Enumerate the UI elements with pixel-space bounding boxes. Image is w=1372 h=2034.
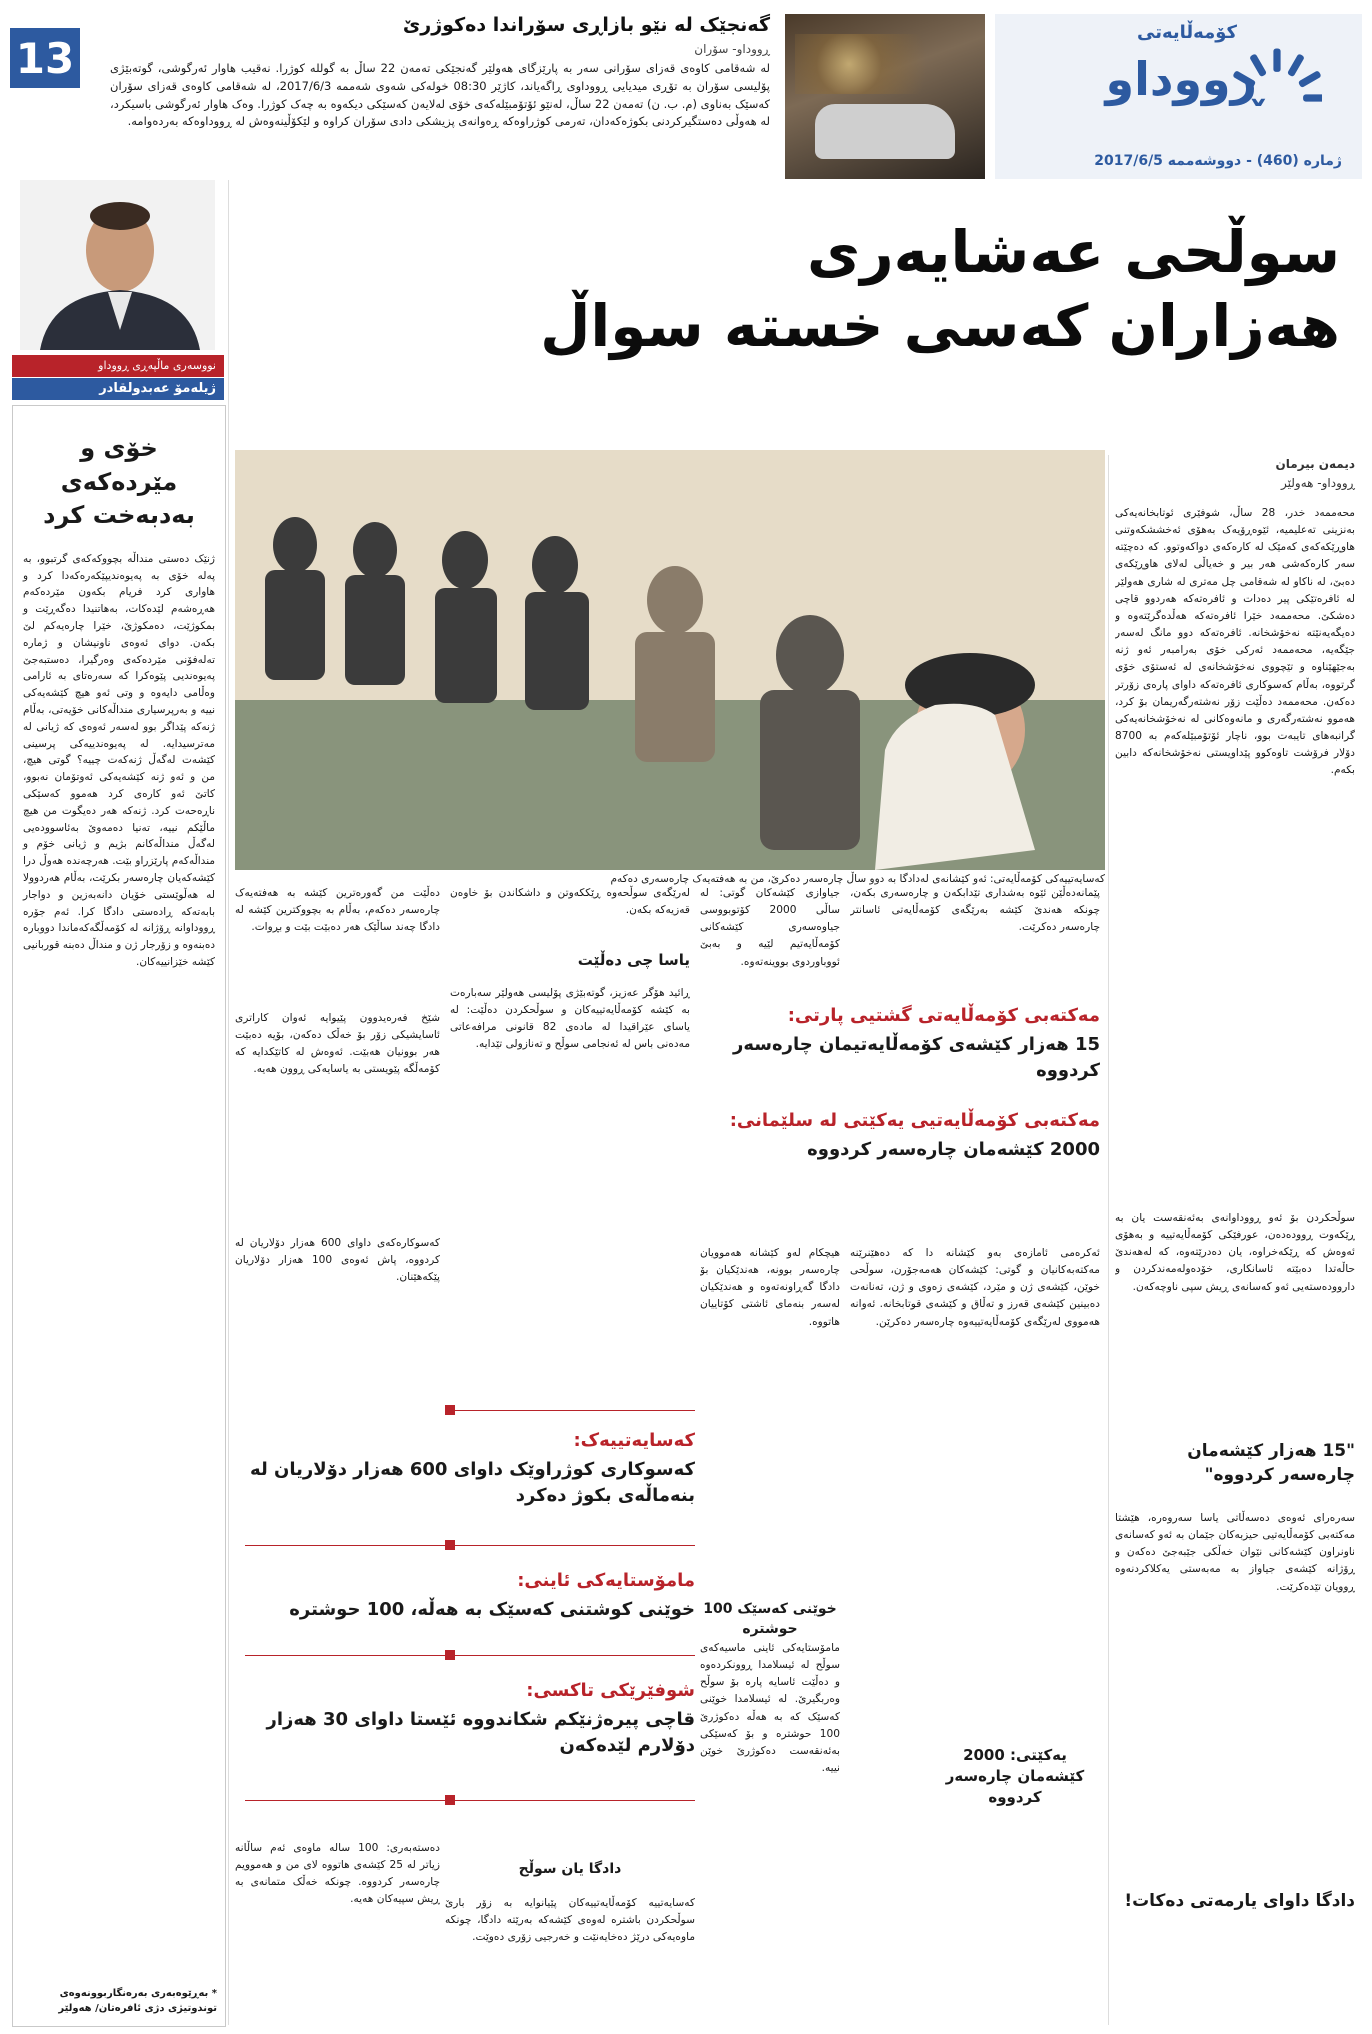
- article-column-5: دەڵێت من گەورەترین کێشە بە هەفتەیەک چارەسەر دەکەم، بەڵام بە بچووکترین کێشە لە دادگا چەند ساڵێک هەر دەبێت بێت و بڕوات.: [235, 887, 440, 934]
- article-column-6: مامۆستایەکی ئاینی ماسیەکەی سوڵح لە ئیسلامدا ڕوونکردەوە و دەڵێت ئاسایە پارە بۆ سوڵح وەربگیرێ. لە ئیسلامدا خوێنی کەسێک کە بە هەڵە دەکوژرێ 100 حوشترە و بۆ کەسێکی بەئەنقەست دەکوژرێ خوێن نییە.: [700, 1642, 840, 1775]
- issue-date: ژمارە (460) - دووشەممە 2017/6/5: [1094, 153, 1342, 169]
- article-column-5c: کەسوکارەکەی داوای 600 هەزار دۆلاریان لە کردووە، پاش ئەوەی 100 هەزار دۆلاریان پێکەهێنان.: [235, 1237, 440, 1284]
- car-shape: [815, 104, 955, 159]
- article-column-4: لەرێگەی سوڵحەوە ڕێککەوتن و داشکاندن بۆ خاوەن قەزیەکە بکەن.: [450, 887, 690, 917]
- pull-quote-taxi-driver: [245, 1680, 695, 1759]
- quote-marker-4: [445, 1795, 455, 1805]
- quote-marker-2: [445, 1540, 455, 1550]
- quote-rule-3: [245, 1655, 695, 1656]
- column-divider: [228, 180, 229, 2025]
- quote-rule-4: [245, 1800, 695, 1801]
- quote-marker-3: [445, 1650, 455, 1660]
- columnist-photo: [20, 180, 215, 350]
- teaser-title[interactable]: گەنجێک لە نێو بازاڕی سۆراندا دەکوژرێ: [402, 14, 770, 36]
- photo-caption: کەسایەتییەکی کۆمەڵایەتی: ئەو کێشانەی لەدادگا بە دوو ساڵ چارەسەر دەکرێ، من بە هەفتەیەک چارەسەری دەکەم: [610, 873, 1105, 885]
- pull-quote-taxi-text: قاچی پیرەژنێکم شکاندووە ئێستا داوای 30 هەزار دۆلارم لێدەکەن: [266, 1709, 695, 1757]
- article-column-7: کەسایەتییە کۆمەڵایەتییەکان پێیانوایە بە زۆر بارێ سوڵحکردن باشترە لەوەی کێشەکە بەرێتە دادگا، چونکە ماوەیەکی درێژ دەخایەنێت و خەرجیی زۆری دەوێت.: [445, 1897, 695, 1944]
- article-column-8: دەستەبەری: 100 سالە ماوەی ئەم ساڵانە زیاتر لە 25 کێشەی هاتووە لای من و هەموویم چارەسەر کردووە. چونکە خەڵک متمانەی بە ڕیش سپیەکان هەیە.: [235, 1842, 440, 1906]
- paper-name: ڕووداو: [1105, 52, 1262, 106]
- pull-quote-personality: [245, 1430, 695, 1509]
- article-column-2: پێمانەدەڵێن ئێوە بەشداری تێدابکەن و چارەسەری بکەن، چونکە هەندێ کێشە بەرێگەی کۆمەڵایەتی ئاسانتر چارەسەر دەکرێت.: [850, 887, 1100, 934]
- subhead-15000: "15 هەزار کێشەمان چارەسەر کردووە": [1187, 1441, 1355, 1485]
- quote-rule-2: [245, 1545, 695, 1546]
- pull-quote-puk: [700, 1110, 1100, 1163]
- pull-quote-kdp-label: مەکتەبی کۆمەڵایەتی گشتیی پارتی:: [787, 1005, 1100, 1026]
- column-divider: [1108, 455, 1109, 2025]
- article-byline: [1115, 455, 1355, 493]
- pull-quote-cleric-text: خوێنی کوشتنی کەسێک بە هەڵە، 100 حوشترە: [289, 1599, 695, 1620]
- article-column-1: محەممەد خدر، 28 ساڵ، شوفێری ئوتابخانەیەکی بەنزینی تەعلیمیە، ئێوەڕۆیەک بەهۆی ئەخششکەوتنی هاوڕێکەکەی کەمێک لە کارەکەی دواکەوتوو. کە دەچێتە سەر کارەکەشی هەر بیر و خەیاڵی لەلای هاوڕێکەی دەبێ، لە ناکاو لە شەقامی چل مەتری لە شاری هەولێر لە ئافرەتێکی پیر دەدات و ئافرەتەکە هەردوو قاچی دەشکێ. محەممەد خێرا ئافرەتەکە هەڵدەگرێتەوە و دەیگەیەنێتە نەخۆشخانە. ئافرەتەکە دوو مانگ لەسەر جێگەیە، محەممەد ئەرکی خۆی بەرامبەر ئەو ژنە بەجێهێناوە و تێچووی نەخۆشخانەی لە ئەستۆی خۆی گرتووە، بەڵام کەسوکاری ئافرەتەکە داوای پارەی زۆرتر دەکەن. محەممەد دەڵێت زۆر نەشتەرگەریمان بۆ کرد، هەموو نەشتەرگەری و مانەوەکانی لە نەخۆشخانەیەکی گرانبەهای تایبەت بوو، ناچار ئۆتۆمبێلەکەم بە 8700 دۆلار فرۆشت تاوەکوو پێداویستی نەخۆشخانەکە دابین بکەم.: [1115, 507, 1355, 777]
- quote-marker-1: [445, 1405, 455, 1415]
- subhead-blood-money: خوێنی کەسێک 100 حوشترە: [703, 1601, 837, 1637]
- page-number: 13: [10, 28, 80, 88]
- byline-place: ڕووداو- هەولێر: [1281, 476, 1355, 491]
- headline-line-1: سوڵحی عەشایەری: [807, 218, 1340, 286]
- column-title[interactable]: خۆی و مێردەکەی بەدبەخت کرد: [43, 434, 195, 530]
- pull-quote-kdp-text: 15 هەزار کێشەی کۆمەڵایەتیمان چارەسەر کردووە: [733, 1034, 1100, 1082]
- person-portrait-icon: [20, 180, 215, 350]
- article-column-3b: هیچکام لەو کێشانە هەموویان چارەسەر بوونە، هەندێکیان بۆ دادگا گەڕاونەتەوە و هەندێکیان لەسەر بنەمای ئاشتی کۆتاییان هاتووە.: [700, 1247, 840, 1328]
- article-column-1c: سەرەرای ئەوەی دەسەڵاتی یاسا سەروەرە، هێشتا مەکتەبی کۆمەڵایەتیی حیزبەکان جێمان بە ئەو کەسانەی ناونراون کێشەکانی نێوان خەڵکی جێبەجێ دەکەن و ڕۆژانە کێشەی جیاواز بە مەبەستی یەکلاکردنەوە ڕوویان تێدەکرێت.: [1115, 1512, 1355, 1593]
- subhead-puk-2000: یەکێتی: 2000 کێشەمان چارەسەر کردووە: [945, 1746, 1085, 1806]
- teaser-byline: ڕووداو- سۆران: [694, 42, 770, 56]
- teaser-photo[interactable]: [785, 14, 985, 179]
- headline-line-2: هەزاران کەسی خستە سواڵ: [540, 292, 1340, 361]
- subhead-court-help: دادگا داوای یارمەتی دەکات!: [1124, 1891, 1355, 1911]
- columnist-role: نووسەری ماڵپەڕی ڕووداو: [12, 355, 224, 377]
- article-column-1b: سوڵحکردن بۆ ئەو ڕووداوانەی بەئەنقەست یان بە ڕێکەوت ڕوودەدەن، عورفێکی کۆمەڵایەتییە و بەهۆی ئەوەش کە ڕێکەخراوە، یان دەدرێتەوە، کە لەهەندێ حاڵەتدا دەبێتە ئاسانکاری، خۆدەولەمەندکردن و داروودەستەیی ئەو کەسانەی ڕیش سپی ناوچەکەن.: [1115, 1212, 1355, 1293]
- column-article: [12, 405, 226, 2027]
- teaser-story[interactable]: [110, 14, 770, 179]
- column-body: ژنێک دەستی منداڵە بچووکەکەی گرتبوو، بە پەلە خۆی بە پەیوەندیپێکەرەکەدا کرد و هاواری کرد فریام بکەون مێردەکەم هەڕەشەم لێدەکات، بەهاتنیدا دەگەڕێت و بمکوژێت، دەمکوژێ، خێرا چارەیەکم لێ بکەن. دوای ئەوەی ناونیشان و ژمارە تەلەفۆنی مێردەکەی وەرگیرا، دەستبەجێ پەیوەندیی پێوەکرا کە سەرەتای بە ئارامی وەڵامی دایەوە و وتی ئەو هیچ کێشەیەکی نییە و بەرپرسیاری منداڵەکانی خۆیەتی، بەڵام ژنەکە پێداگر بوو لەسەر ئەوەی کە ژیانی لە مەترسیدایە. لە پەیوەندییەکی پرسینی کێشەت لەگەڵ ژنەکەت چییە؟ گوتی هیچ، من و ئەو ژنە کێشەیەکی ئەوتۆمان نەبوو، کاتێ ئەو کارەی کرد هەموو کەسێکی ناڕەحەت کرد. ژنەکە هەر دەیگوت من هیچ ماڵێکم نییە، تەنیا دەمەوێ بەئاسوودەیی لەگەڵ منداڵەکانم بژیم و ژیانی خۆم و منداڵەکەم پارێزراو بێت. هەرچەندە هەوڵ درا کێشەکەیان چارەسەر بکرێت، بەڵام هەردوولا لە هەڵوێستی خۆیان دانەبەزین و دواجار بابەتەکە ڕادەستی دادگا کرا. ئەم جۆرە ڕووداوانە ڕۆژانە لە کۆمەڵگەکەماندا دووبارە دەبنەوە و زۆرجار ژن و منداڵ دەبنە قوربانیی کێشە خێزانییەکان.: [23, 552, 215, 968]
- article-column-3: جیاوازی کێشەکان گوتی: لە ساڵی 2000 کۆتوبووسی جیاوەسەری کێشەکانی کۆمەڵایەتیم لێیە و بەبێ ئووباوردوی بووینەتەوە.: [700, 887, 840, 968]
- article-column-4b: ڕائید هۆگر عەزیز، گوتەبێژی پۆلیسی هەولێر سەبارەت بە کێشە کۆمەڵایەتییەکان و سوڵحکردن دەڵێت: لە یاسای عێراقیدا لە مادەی 82 قانونی مرافەعاتی مەدەنی باس لە ئەنجامی سوڵح و تەنازولی تێدایە.: [450, 987, 690, 1051]
- page-headline: [440, 215, 1340, 363]
- pull-quote-puk-label: مەکتەبی کۆمەڵایەتیی یەکێتی لە سلێمانی:: [729, 1110, 1100, 1131]
- teaser-body: لە شەقامی کاوەی قەزای سۆرانی سەر بە پارێزگای هەولێر گەنجێکی تەمەن 22 ساڵ بە گوللە کوژرا. نەقیب هاوار ئەرگوشی، گوتەبێژی پۆلیسی سۆران بە تۆڕی میدیایی ڕووداوی ڕاگەیاند، کاژێر 08:30 خولەکی شەوی شەممە 2017/6/3، لە شەقامی کاوەی قەزای سۆران کەسێک بەناوی (م. ب. ن) تەمەن 22 ساڵ، لەنێو ئۆتۆمبێلەکەی خۆی لەلایەن کەسێکی دیکەوە بە چەک کوژرا. وەک هاوار ئەرگوشی باسیکرد، لە هەوڵی دەستگیرکردنی بکوژەکەدان، تەرمی کوژراوەکە ڕەوانەی پزیشکی دادی سۆران کراوە و لێکۆڵینەوەش لە ڕووداوەکە بەردەوامە.: [110, 61, 770, 129]
- meeting-photo-illustration: [235, 450, 1105, 870]
- byline-author: دیمەن بیرمان: [1275, 457, 1355, 471]
- pull-quote-cleric-label: مامۆستایەکی ئاینی:: [517, 1570, 695, 1591]
- main-photo[interactable]: [235, 450, 1105, 870]
- subhead-court-or-peace: دادگا یان سوڵح: [518, 1861, 622, 1877]
- pull-quote-cleric: [245, 1570, 695, 1623]
- pull-quote-personality-text: کەسوکاری کوژراوێک داوای 600 هەزار دۆلاریان لە بنەماڵەی بکوژ دەکرد: [250, 1459, 695, 1507]
- pull-quote-puk-text: 2000 کێشەمان چارەسەر کردووە: [807, 1139, 1100, 1160]
- subhead-law: یاسا چی دەڵێت: [577, 951, 690, 969]
- pull-quote-taxi-label: شوفێرێکی تاکسی:: [526, 1680, 695, 1701]
- masthead-logo[interactable]: [995, 14, 1362, 179]
- section-name: کۆمەڵایەتی: [1137, 22, 1237, 43]
- column-footnote: * بەڕێوەبەری بەرەنگاربوونەوەی توندوتیژی دژی ئافرەتان/ هەولێر: [58, 1988, 217, 2014]
- columnist-name: ژیلەمۆ عەبدولقادر: [12, 378, 224, 400]
- article-column-5b: شێخ فەرەیدوون پێیوایە ئەوان کاراتری ئاسایشیکی زۆر بۆ خەڵک دەکەن، بۆیە دەبێت هەر بوونیان هەبێت. ئەوەش لە کاتێکدایە کە کۆمەڵگە پێویستی بە یاسایەکی ڕوون هەیە.: [235, 1012, 440, 1076]
- pull-quote-personality-label: کەسایەتییەک:: [573, 1430, 695, 1451]
- quote-rule-1: [445, 1410, 695, 1411]
- article-column-2b: ئەکرەمی ئامازەی بەو کێشانە دا کە دەهێنرێنە مەکتەبەکانیان و گوتی: کێشەکان هەمەجۆرن، سوڵحی خوێن، کێشەی ژن و مێرد، کێشەی زەوی و ژن، تەنانەت دەبینین کێشەی قەرز و تەڵاق و کێشەی قوتابخانە. ئەوانە هەمووی لەرێگەی کۆمەڵایەتییەوە چارەسەر دەکرێن.: [850, 1247, 1100, 1328]
- pull-quote-kdp: [700, 1005, 1100, 1084]
